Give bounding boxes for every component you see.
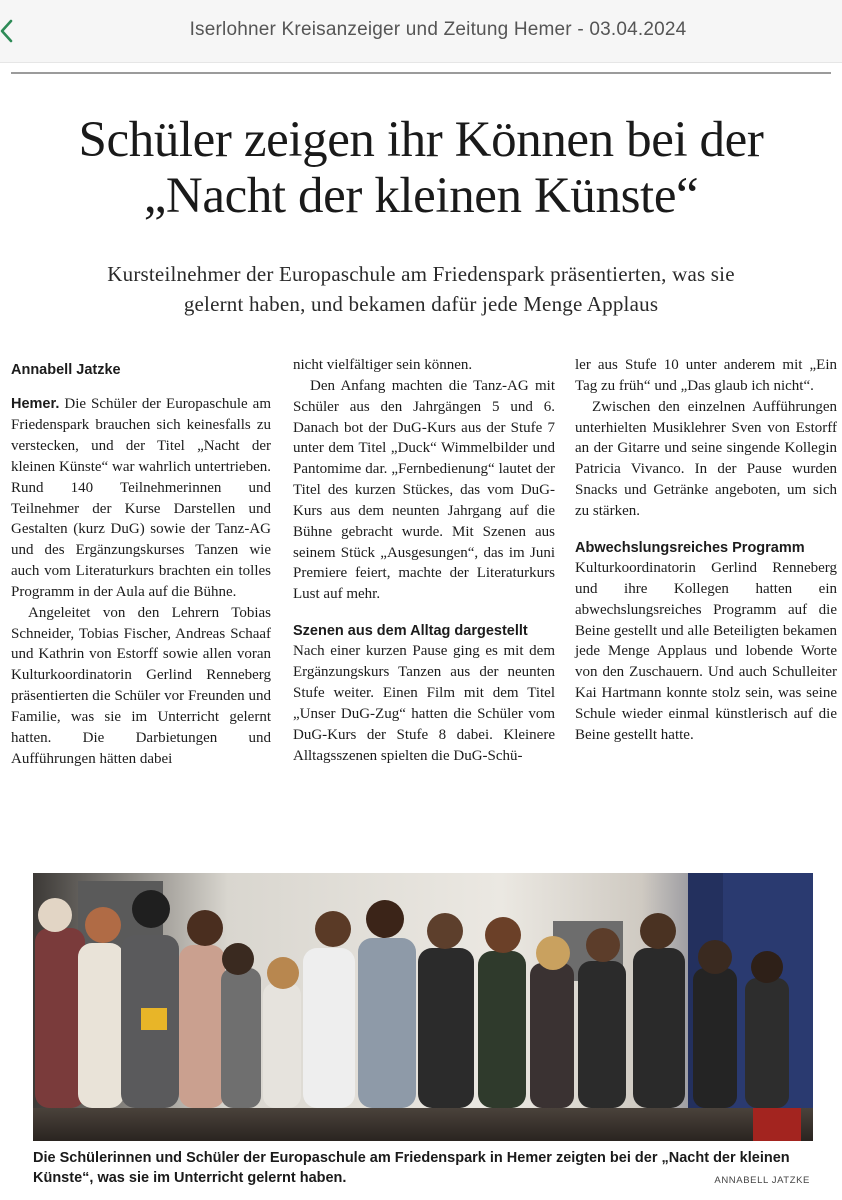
paragraph: Angeleitet von den Lehrern Tobias Schneider, Tobias Fischer, Andreas Schaaf und Kathrin von Estorff sowie allen voran Kulturkoordinatorin Gerlind Renneberg präsentierten die Schüler vor Freunden und Familie, was sie im Unterricht gelernt hatten. Die Darbietungen und Aufführungen hätten dabei xyxy=(11,604,271,767)
paragraph: Den Anfang machten die Tanz-AG mit Schüler aus den Jahrgängen 5 und 6. Danach bot der DuG-Kurs aus der Stufe 7 unter dem Titel „Duck“ Wimmelbilder und Pantomime dar. „Fernbedienung“ lautet der Titel des kurzen Stückes, das vom DuG-Kurs aus dem neunten Jahrgang auf die Bühne gebracht wurde. Mit Szenen aus seinem Stück „Ausgesungen“, das im Juni Premiere feiert, machte der Literaturkurs Lust auf mehr. xyxy=(293,377,555,603)
stage-group-photo xyxy=(33,873,813,1141)
app-header xyxy=(0,0,842,63)
section-subtitle: Abwechslungsreiches Programm xyxy=(575,539,805,556)
photo-credit: ANNABELL JATZKE xyxy=(714,1175,810,1186)
paragraph: Kulturkoordinatorin Gerlind Renneberg und ihre Kollegen hatten ein abwechslungsreiches Programm auf die Beine gestellt und alle Beteiligten bekamen jede Menge Applaus und lobende Worte von den Zuschauern. Und auch Schulleiter Kai Hartmann konnte stolz sein, was seine Schule wieder einmal künstlerisch auf die Beine gestellt hatte. xyxy=(575,560,837,743)
subheadline-line: gelernt haben, und bekamen dafür jede Menge Applaus xyxy=(183,291,659,316)
paragraph: nicht vielfältiger sein können. xyxy=(293,357,473,373)
author: Annabell Jatzke xyxy=(11,362,121,378)
photo-caption: Die Schülerinnen und Schüler der Europaschule am Friedenspark in Hemer zeigten bei der „Nacht der kleinen Künste“, was sie im Unterricht gelernt haben. xyxy=(33,1150,790,1187)
article-column-2 xyxy=(293,355,555,766)
headline-line: Schüler zeigen ihr Können bei der xyxy=(78,112,764,168)
article-photo xyxy=(33,873,813,1141)
paragraph: ler aus Stufe 10 unter anderem mit „Ein Tag zu früh“ und „Das glaub ich nicht“. xyxy=(575,357,837,394)
headline xyxy=(20,112,822,224)
publication-title: Iserlohner Kreisanzeiger und Zeitung Hemer - 03.04.2024 xyxy=(189,19,687,40)
headline-line: „Nacht der kleinen Künste“ xyxy=(143,168,699,225)
subheadline-line: Kursteilnehmer der Europaschule am Friedenspark präsentierten, was sie xyxy=(107,262,735,286)
paragraph: Zwischen den einzelnen Aufführungen unterhielten Musiklehrer Sven von Estorff an der Gitarre und seine singende Kollegin Patricia Vivanco. In der Pause wurden Snacks und Getränke angeboten, um sich zu stärken. xyxy=(575,398,837,519)
article-column-1 xyxy=(11,355,271,769)
paragraph: Nach einer kurzen Pause ging es mit dem Ergänzungskurs Tanzen aus der neunten Stufe weiter. Einen Film mit dem Titel „Unser DuG-Zug“ hatten die Schüler vom DuG-Kurs der Stufe 8 dabei. Kleinere Alltagsszenen spielten die DuG-Schü- xyxy=(293,643,555,764)
paragraph: Hemer. Die Schüler der Europaschule am Friedenspark brauchen sich keinesfalls zu verstecken, und der Titel „Nacht der kleinen Künste“ war wahrlich untertrieben. Rund 140 Teilnehmerinnen und Teilnehmer der Kurse Darstellen und Gestalten (kurz DuG) sowie der Tanz-AG und des Ergänzungskurses Tanzen wie auch vom Literaturkurs brachten ein tolles Programm in der Aula auf die Bühne. xyxy=(11,396,272,600)
divider xyxy=(11,72,831,74)
subheadline xyxy=(20,260,822,320)
dateline: Hemer. xyxy=(11,396,60,413)
article-column-3 xyxy=(575,355,837,746)
section-subtitle: Szenen aus dem Alltag dargestellt xyxy=(293,623,528,640)
